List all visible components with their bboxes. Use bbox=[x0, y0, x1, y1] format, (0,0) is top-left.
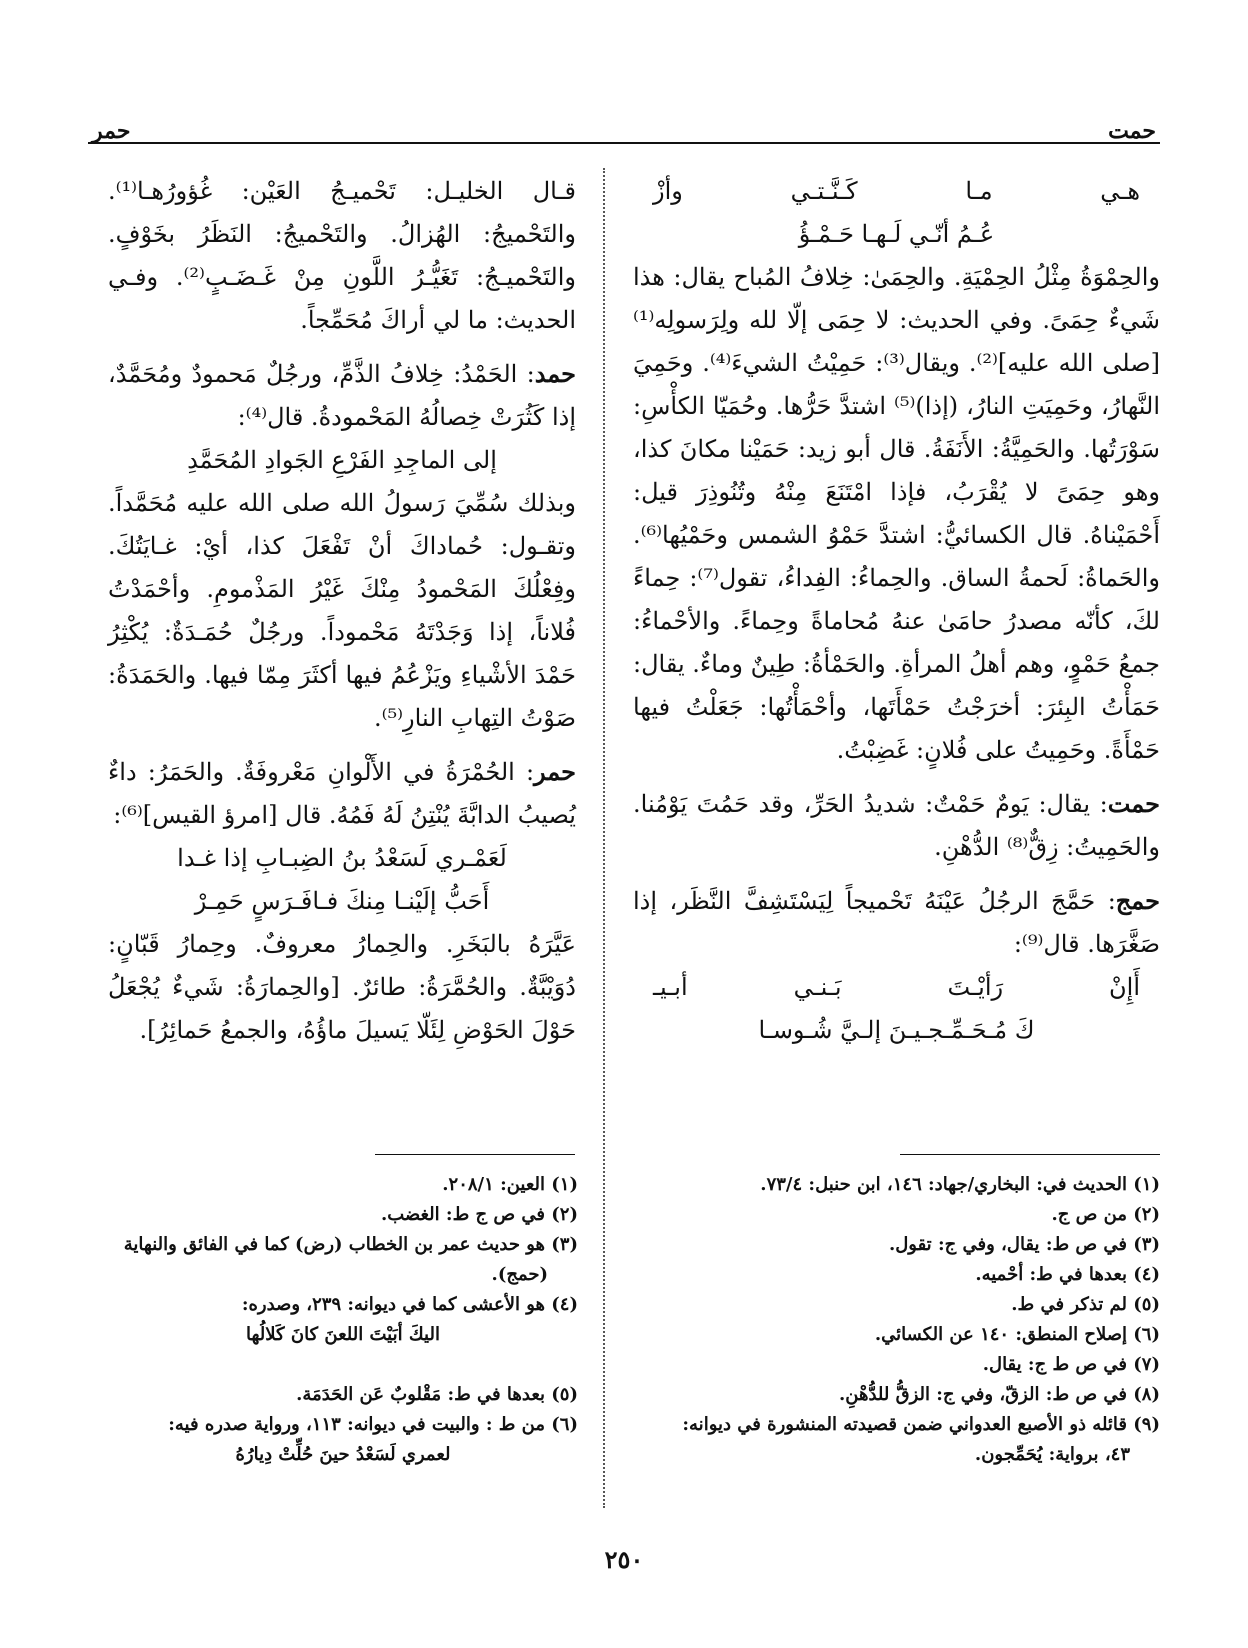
footnote: (١) العين: ٢٠٨/١. bbox=[442, 1174, 578, 1195]
verse-line: عُـمُ أنّـي لَـهـا حَـمْـؤُ bbox=[798, 220, 995, 248]
entry-text: : الحَمْدُ: خِلافُ الذَّمِّ، ورجُلٌ مَحمودٌ ومُحَمَّدٌ، إذا كَثُرَتْ خِصالُهُ المَحْمودةُ. قال⁽⁴⁾: bbox=[108, 360, 576, 431]
entry-text: وبذلك سُمِّيَ رَسولُ الله صلى الله عليه مُحَمَّداً. وتقـول: حُماداكَ أنْ تَفْعَلَ كذا، أيْ: غـايَتُكَ. وفِعْلُكَ المَحْمودُ مِنْكَ غَيْرُ المَذْمومِ. وأحْمَدْتُ فُلاناً، إذا وَجَدْتَهُ مَحْموداً. ورجُلٌ حُمَـدَةٌ: يُكْثِرُ حَمْدَ الأشْياءِ ويَزْعُمُ فيها أكثَرَ مِمّا فيها. والحَمَدَةُ: صَوْتُ التِهابِ النارِ⁽⁵⁾. bbox=[108, 489, 576, 732]
entry-hamt bbox=[633, 782, 1160, 869]
entry-text: عَيَّرَهُ بالبَخَرِ. والحِمارُ معروفٌ. وحِمارُ قَبّانٍ: دُوَيْبَّةٌ. والحُمَّرَةُ: طائرٌ. [والحِمارَةُ: شَيءٌ يُجْعَلُ حَوْلَ الحَوْضِ لِئَلّا يَسيلَ ماؤُهُ، والجمعُ حَمائِرُ]. bbox=[108, 930, 576, 1044]
footnote: (٤) هو الأعشى كما في ديوانه: ٢٣٩، وصدره: bbox=[241, 1294, 578, 1315]
footnote: لعمري لَسَعْدُ حينَ حُلِّتْ دِيارُهُ bbox=[235, 1444, 451, 1465]
footnote-rule bbox=[375, 1154, 575, 1155]
column-separator bbox=[603, 168, 605, 1508]
footnote: (٣) هو حديث عمر بن الخطاب (رض) كما في الفائق والنهاية bbox=[123, 1234, 578, 1255]
right-column bbox=[633, 170, 1160, 1052]
header-right-word: حمت bbox=[1108, 118, 1156, 144]
header-rule bbox=[88, 142, 1160, 144]
entry-hamd bbox=[108, 352, 576, 439]
footnote: (٣) في ص ط: يقال، وفي ج: تقول. bbox=[888, 1234, 1160, 1255]
header-left-word: حمر bbox=[92, 118, 131, 144]
footnotes-left bbox=[108, 1170, 578, 1470]
verse-line: أَإِنْ رَأيْـتَ بَـنـي أبـيـ bbox=[653, 973, 1140, 1001]
verse-line: أَحَبُّ إلَيْنـا مِنكَ فـافَـرَسٍ حَمِـرْ bbox=[194, 887, 490, 915]
footnote: (٥) لم تذكر في ط. bbox=[1011, 1294, 1160, 1315]
entry-text: والحِمْوَةُ مِثْلُ الحِمْيَةِ. والحِمَىٰ: خِلافُ المُباح يقال: هذا شَيءٌ حِمَىً. وفي الحديث: لا حِمَى إلّا لله ولِرَسولِه⁽¹⁾ [صلى الله عليه]⁽²⁾. ويقال⁽³⁾: حَمِيْتُ الشيءَ⁽⁴⁾. وحَمِيَ النَّهارُ، وحَمِيَتِ النارُ، (إذا)⁽⁵⁾ اشتدَّ حَرُّها. وحُمَيّا الكأْسِ: سَوْرَتُها. والحَمِيَّةُ: الأَنَفَةُ. قال أبو زيد: حَمَيْنا مكانَ كذا، وهو حِمَىً لا يُقْرَبُ، فإذا امْتَنَعَ مِنْهُ وتُنُوذِرَ قيل: أَحْمَيْناهُ. قال الكسائيُّ: اشتدَّ حَمْوُ الشمس وحَمْيُها⁽⁶⁾. والحَماةُ: لَحمةُ الساق. والحِماءُ: الفِداءُ، تقول⁽⁷⁾: حِماءً لكَ، كأنّه مصدرُ حامَىٰ عنهُ مُحاماةً وحِماءً. والأحْماءُ: جمعُ حَمْوٍ، وهم أهلُ المرأةِ. والحَمْأةُ: طِينٌ وماءٌ. يقال: حَمَأْتُ البِئرَ: أخرَجْتُ حَمْأَتَها، وأحْمَأْتُها: جَعَلْتُ فيها حَمْأَةً. وحَمِيتُ على فُلانٍ: غَضِبْتُ. bbox=[633, 263, 1160, 764]
footnotes-right bbox=[620, 1170, 1160, 1470]
entry-hamj bbox=[633, 879, 1160, 966]
footnote: (حمج). bbox=[491, 1264, 548, 1285]
verse-line: لَعَمْـري لَسَعْدُ بنُ الضِبـابِ إذا غـدا bbox=[177, 844, 507, 872]
entry-text: : حَمَّجَ الرجُلُ عَيْنَهُ تَحْميجاً لِيَسْتَشِفَّ النَّظَر، إذا صَغَّرَها. قال⁽⁹⁾: bbox=[633, 887, 1160, 958]
headword: حمد bbox=[534, 359, 576, 388]
left-column bbox=[108, 170, 576, 1052]
footnote: (٧) في ص ط ج: يقال. bbox=[982, 1354, 1160, 1375]
footnote: (٥) بعدها في ط: مَقْلوبٌ عَن الحَدَمَة. bbox=[296, 1384, 578, 1405]
footnote: (١) الحديث في: البخاري/جهاد: ١٤٦، ابن حنبل: ٧٣/٤. bbox=[760, 1174, 1160, 1195]
footnote: ٤٣، برواية: يُحَمِّجون. bbox=[974, 1444, 1130, 1465]
entry-hamr bbox=[108, 750, 576, 837]
footnote-rule bbox=[900, 1154, 1160, 1155]
footnote: (٢) في ص ج ط: الغضب. bbox=[380, 1204, 578, 1225]
verse-line: هـي مـا كَـنَّـتـي وأزْ bbox=[653, 177, 1140, 205]
footnote: اليكَ أبَيْتَ اللعنَ كانَ كَلالُها bbox=[246, 1324, 440, 1345]
verse-line: كَ مُـحَـمِّـجـيـنَ إلـيَّ شُـوسـا bbox=[758, 1016, 1035, 1044]
footnote: (٨) في ص ط: الزقّ، وفي ج: الزقُّ للدُّهْنِ. bbox=[838, 1384, 1160, 1405]
headword: حمر bbox=[534, 757, 576, 786]
headword: حمج bbox=[1115, 886, 1160, 915]
entry-text: قـال الخليـل: تَحْميـجُ العَيْن: غُؤورُهـا⁽¹⁾. والتَحْميجُ: الهُزالُ. والتَحْميجُ: النَظَرُ بخَوْفٍ. والتَحْميـجُ: تَغَيُّـرُ اللَّونِ مِنْ غَـضَـبٍ⁽²⁾. وفـي الحديث: ما لي أراكَ مُحَمِّجاً. bbox=[108, 177, 577, 334]
footnote: (٦) إصلاح المنطق: ١٤٠ عن الكسائي. bbox=[874, 1324, 1160, 1345]
footnote: (٢) من ص ج. bbox=[1051, 1204, 1160, 1225]
footnote: (٦) من ط : والبيت في ديوانه: ١١٣، ورواية صدره فيه: bbox=[168, 1414, 578, 1435]
page-number: ٢٥٠ bbox=[604, 1545, 644, 1574]
entry-text: : يقال: يَومٌ حَمْتٌ: شديدُ الحَرِّ، وقد حَمُتَ يَوْمُنا. والحَمِيتُ: زِقٌّ⁽⁸⁾ الدُّهْنِ. bbox=[633, 790, 1160, 861]
footnote: (٩) قائله ذو الأصبع العدواني ضمن قصيدته المنشورة في ديوانه: bbox=[682, 1414, 1160, 1435]
headword: حمت bbox=[1107, 789, 1160, 818]
entry-text: : الحُمْرَةُ في الأَلْوانِ مَعْروفَةٌ. والحَمَرُ: داءٌ يُصيبُ الدابَّةَ يُنْتِنُ لَهُ فَمُهُ. قال [امرؤ القيس]⁽⁶⁾: bbox=[108, 758, 576, 829]
verse-line: إلى الماجِدِ الفَرْعِ الجَوادِ المُحَمَّدِ bbox=[187, 446, 497, 474]
footnote: (٤) بعدها في ط: أحْميه. bbox=[975, 1264, 1160, 1285]
